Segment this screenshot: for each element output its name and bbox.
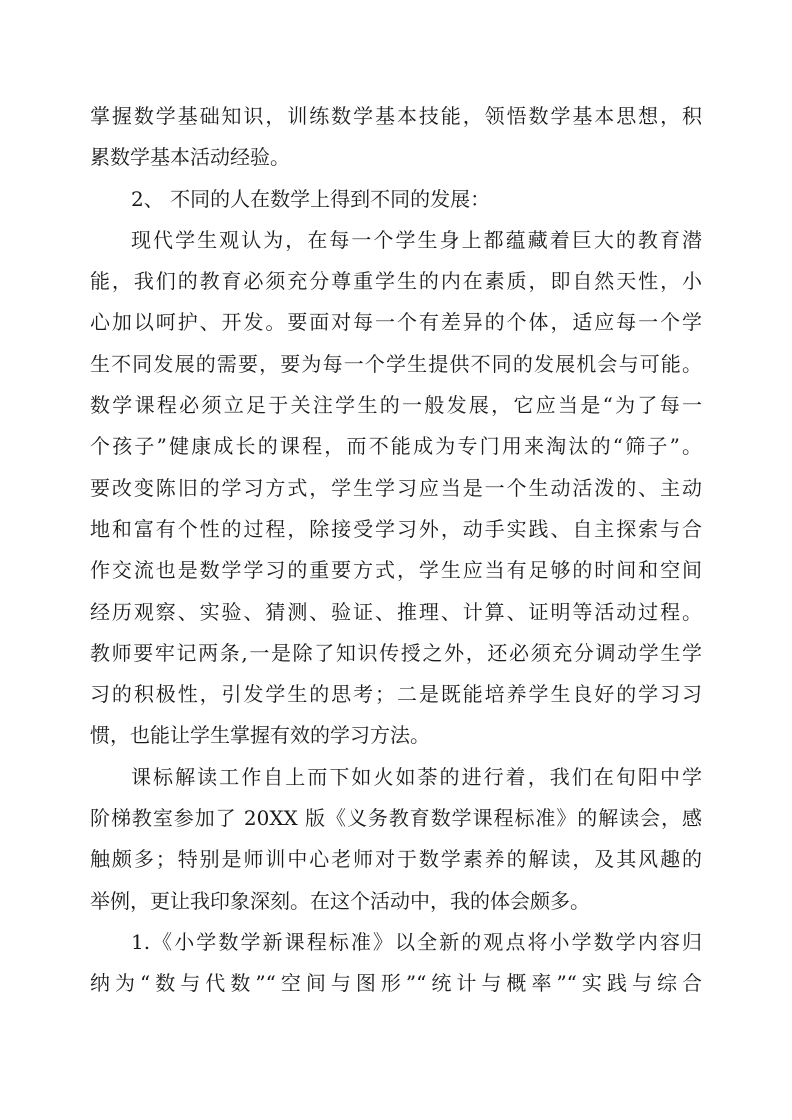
text-line: 累数学基本活动经验。 [90,145,290,170]
text-line: 心加以呵护、开发。要面对每一个有差异的个体，适应每一个学 [90,310,702,335]
text-line: 生不同发展的需要，要为每一个学生提供不同的发展机会与可能。 [90,351,702,376]
text-line: 地和富有个性的过程，除接受学习外，动手实践、自主探索与合 [90,516,702,541]
text-line: 要改变陈旧的学习方式，学生学习应当是一个生动活泼的、主动 [90,475,702,500]
text-line: 举例，更让我印象深刻。在这个活动中，我的体会颇多。 [90,888,590,913]
text-line: 1.《小学数学新课程标准》以全新的观点将小学数学内容归 [131,929,702,954]
text-line: 课标解读工作自上而下如火如荼的进行着，我们在旬阳中学 [131,764,702,789]
text-line: 触颇多；特别是师训中心老师对于数学素养的解读，及其风趣的 [90,847,702,872]
text-line: 教师要牢记两条,一是除了知识传授之外，还必须充分调动学生学 [90,640,702,665]
text-line: 数学课程必须立足于关注学生的一般发展，它应当是“为了每一 [90,393,702,418]
text-line: 掌握数学基础知识，训练数学基本技能，领悟数学基本思想，积 [90,104,702,128]
text-line: 个孩子”健康成长的课程，而不能成为专门用来淘汰的“筛子”。 [90,434,702,459]
text-line: 纳为“数与代数”“空间与图形”“统计与概率”“实践与综合 [90,971,702,996]
body-text [90,96,702,1005]
text-line: 现代学生观认为，在每一个学生身上都蕴藏着巨大的教育潜 [131,227,702,252]
text-line: 经历观察、实验、猜测、验证、推理、计算、证明等活动过程。 [90,599,702,624]
text-line: 惯，也能让学生掌握有效的学习方法。 [90,723,430,748]
text-line: 能，我们的教育必须充分尊重学生的内在素质，即自然天性，小 [90,269,702,294]
text-line: 习的积极性，引发学生的思考；二是既能培养学生良好的学习习 [90,682,702,707]
text-line: 2、 不同的人在数学上得到不同的发展： [131,186,491,211]
text-line: 作交流也是数学学习的重要方式，学生应当有足够的时间和空间 [90,558,702,583]
text-line: 阶梯教室参加了 20XX 版《义务教育数学课程标准》的解读会，感 [90,806,702,831]
